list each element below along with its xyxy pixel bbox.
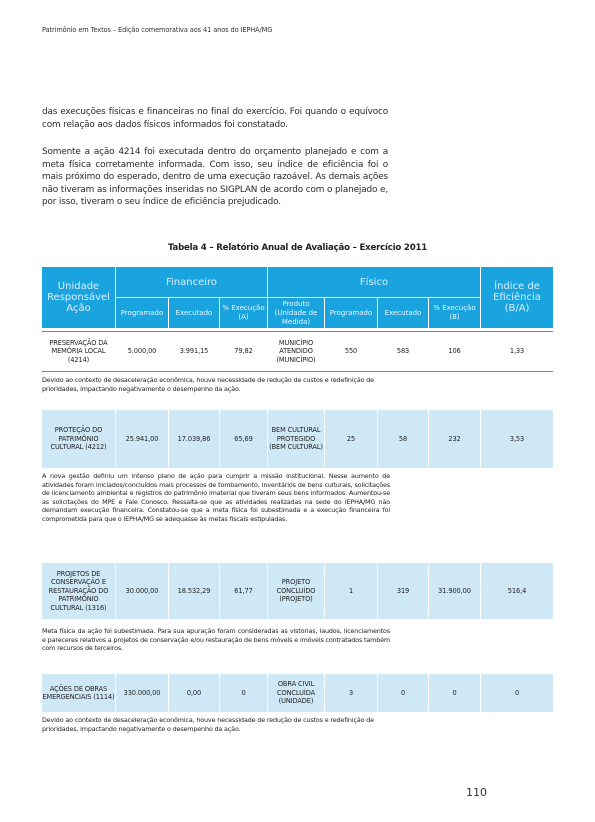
cell-produto-text: BEM CULTURAL PROTEGIDO (BEM CULTURAL) <box>269 426 323 452</box>
header-financeiro <box>116 267 267 297</box>
cell-fis-executado <box>378 410 428 468</box>
cell-indice-text: 3,53 <box>509 434 525 443</box>
cell-fis-pct <box>429 674 480 712</box>
header-fis-executado <box>378 298 428 328</box>
row-note: Devido ao contexto de desaceleração econômica, houve necessidade de redução de custos e redefinição de prioridades, impactando negativamente o desempenho da ação. <box>42 716 374 733</box>
body-paragraph-1: das execuções físicas e financeiras no final do exercício. Foi quando o equívoco com relação aos dados físicos informados foi constatado. <box>42 107 388 130</box>
header-fin-executado-label: Executado <box>175 308 213 317</box>
cell-fis-pct-text: 106 <box>448 347 461 356</box>
cell-acao-text: PROTEÇÃO DO PATRIMÔNIO CULTURAL (4212) <box>50 426 107 452</box>
header-fisico <box>268 267 480 297</box>
table-row <box>42 563 553 619</box>
cell-fis-executado-text: 319 <box>396 586 410 595</box>
cell-indice <box>481 674 553 712</box>
cell-fin-pct <box>220 410 267 468</box>
cell-fin-programado-text: 25.941,00 <box>125 434 159 443</box>
header-fin-pct <box>220 298 267 328</box>
cell-fin-executado <box>169 674 219 712</box>
cell-acao <box>42 332 115 371</box>
cell-fin-programado-text: 5.000,00 <box>127 347 157 356</box>
cell-fis-executado <box>378 674 428 712</box>
cell-fis-executado-text: 583 <box>396 347 410 356</box>
cell-fin-pct <box>220 563 267 619</box>
header-financeiro-label: Financeiro <box>165 276 218 288</box>
cell-indice-text: 0 <box>514 688 520 697</box>
cell-fis-pct <box>429 332 480 371</box>
header-produto-label: Produto (Unidade de Medida) <box>274 299 318 326</box>
cell-fin-executado-text: 18.532,29 <box>177 586 211 595</box>
cell-acao-text: PROJETOS DE CONSERVAÇÃO E RESTAURAÇÃO DO PATRIMÔNIO CULTURAL (1316) <box>48 569 109 612</box>
cell-fin-programado <box>116 674 168 712</box>
cell-fis-programado <box>325 674 377 712</box>
cell-produto-text: OBRA CIVIL CONCLUÍDA (UNIDADE) <box>276 680 316 706</box>
page-number: 110 <box>466 786 487 799</box>
cell-fis-executado <box>378 332 428 371</box>
cell-fin-programado-text: 30.000,00 <box>125 586 159 595</box>
header-fis-programado <box>325 298 377 328</box>
cell-produto <box>268 410 324 468</box>
header-fin-executado <box>169 298 219 328</box>
cell-fin-programado-text: 330.000,00 <box>123 688 161 697</box>
row-note: Meta física da ação foi subestimada. Para sua apuração foram consideradas as vistorias, laudos, licenciamentos e pareceres relativos a projetos de conservação e/ou restauração de bens móveis e imóveis contratados também com recursos de terceiros. <box>42 627 390 653</box>
header-fin-programado <box>116 298 168 328</box>
header-unidade-label: Unidade Responsável Ação <box>47 281 110 314</box>
cell-fin-executado <box>169 563 219 619</box>
cell-fin-pct-text: 65,69 <box>234 434 253 443</box>
cell-fin-executado <box>169 410 219 468</box>
header-indice <box>481 267 553 328</box>
body-paragraph-2: Somente a ação 4214 foi executada dentro do orçamento planejado e com a meta física corretamente informada. Com isso, seu índice de eficiência foi o mais próximo do esperado, dentro de uma execução razoável. As demais ações não tiveram as informações inseridas no SIGPLAN de acordo com o planejado e, por isso, tiveram o seu índice de eficiência prejudicado. <box>42 147 388 208</box>
header-fin-pct-label: % Execução (A) <box>222 304 265 321</box>
cell-fis-pct-text: 232 <box>448 434 461 443</box>
running-header: Patrimônio em Textos – Edição comemorativa aos 41 anos do IEPHA/MG <box>42 26 273 34</box>
cell-produto <box>268 563 324 619</box>
cell-fis-executado-text: 58 <box>398 434 408 443</box>
cell-acao <box>42 563 115 619</box>
cell-fin-executado <box>169 332 219 371</box>
header-produto <box>268 298 324 328</box>
header-fis-pct-label: % Execução (B) <box>433 304 476 321</box>
cell-produto-text: PROJETO CONCLUÍDO (PROJETO) <box>276 578 316 604</box>
cell-fis-executado <box>378 563 428 619</box>
cell-acao <box>42 410 115 468</box>
cell-acao <box>42 674 115 712</box>
row-note: Devido ao contexto de desaceleração econômica, houve necessidade de redução de custos e redefinição de prioridades, impactando negativamente o desempenho da ação. <box>42 376 374 393</box>
cell-fin-pct-text: 61,77 <box>234 586 253 595</box>
cell-fis-programado <box>325 563 377 619</box>
cell-fis-programado <box>325 332 377 371</box>
header-unidade <box>42 267 115 328</box>
cell-produto-text: MUNICÍPIO ATENDIDO (MUNICÍPIO) <box>276 338 316 364</box>
header-fin-programado-label: Programado <box>120 308 164 317</box>
cell-fis-programado <box>325 410 377 468</box>
cell-fis-pct <box>429 563 480 619</box>
cell-indice <box>481 332 553 371</box>
cell-acao-text: AÇÕES DE OBRAS EMERGENCIAIS (1114) <box>42 684 115 701</box>
cell-fis-programado-text: 25 <box>346 434 356 443</box>
header-indice-label: Índice de Eficiência (B/A) <box>493 281 541 314</box>
cell-fis-programado-text: 1 <box>348 586 354 595</box>
table-title: Tabela 4 – Relatório Anual de Avaliação – Exercício 2011 <box>167 243 428 253</box>
table-row <box>42 410 553 468</box>
header-fis-executado-label: Executado <box>384 308 422 317</box>
row-note: A nova gestão definiu um intenso plano de ação para cumprir a missão institucional. Nesse aumento de atividades foram iniciados/concluídos mais processos de tombamento, inventários de bens culturais, solicitações de licenciamento ambiental e registros do patrimônio imaterial que tiveram seus bens informados. Aumentou-se as solicitações do MPE e Fale Conosco. Ressalta-se que as atividades realizadas na sede do IEPHA/MG não demandam execução financeira. Constatou-se que a meta física foi subestimada e a execução financeira foi comprometida para que o IEPHA/MG se adequasse às metas fiscais estipuladas. <box>42 472 390 523</box>
cell-indice <box>481 563 553 619</box>
cell-fis-pct-text: 0 <box>452 688 457 697</box>
cell-fin-pct-text: 0 <box>241 688 246 697</box>
cell-fin-programado <box>116 332 168 371</box>
cell-fis-pct-text: 31.900,00 <box>438 586 471 595</box>
cell-fin-programado <box>116 410 168 468</box>
table-row <box>42 674 553 712</box>
cell-fin-executado-text: 17.039,86 <box>177 434 211 443</box>
cell-acao-text: PRESERVAÇÃO DA MEMÓRIA LOCAL (4214) <box>49 338 108 364</box>
cell-fin-pct <box>220 332 267 371</box>
cell-fin-programado <box>116 563 168 619</box>
cell-indice-text: 516,4 <box>507 586 527 595</box>
cell-fin-pct <box>220 674 267 712</box>
header-fisico-label: Físico <box>359 276 389 288</box>
cell-indice-text: 1,33 <box>509 347 525 356</box>
cell-fis-executado-text: 0 <box>400 688 406 697</box>
cell-fis-pct <box>429 410 480 468</box>
cell-fin-pct-text: 79,82 <box>234 347 253 356</box>
cell-produto <box>268 674 324 712</box>
cell-produto <box>268 332 324 371</box>
table-row <box>42 331 553 372</box>
cell-fin-executado-text: 0,00 <box>186 688 202 697</box>
cell-fin-executado-text: 3.991,15 <box>179 347 209 356</box>
cell-indice <box>481 410 553 468</box>
header-fis-programado-label: Programado <box>329 308 373 317</box>
header-fis-pct <box>429 298 480 328</box>
cell-fis-programado-text: 550 <box>344 347 358 356</box>
cell-fis-programado-text: 3 <box>348 688 354 697</box>
